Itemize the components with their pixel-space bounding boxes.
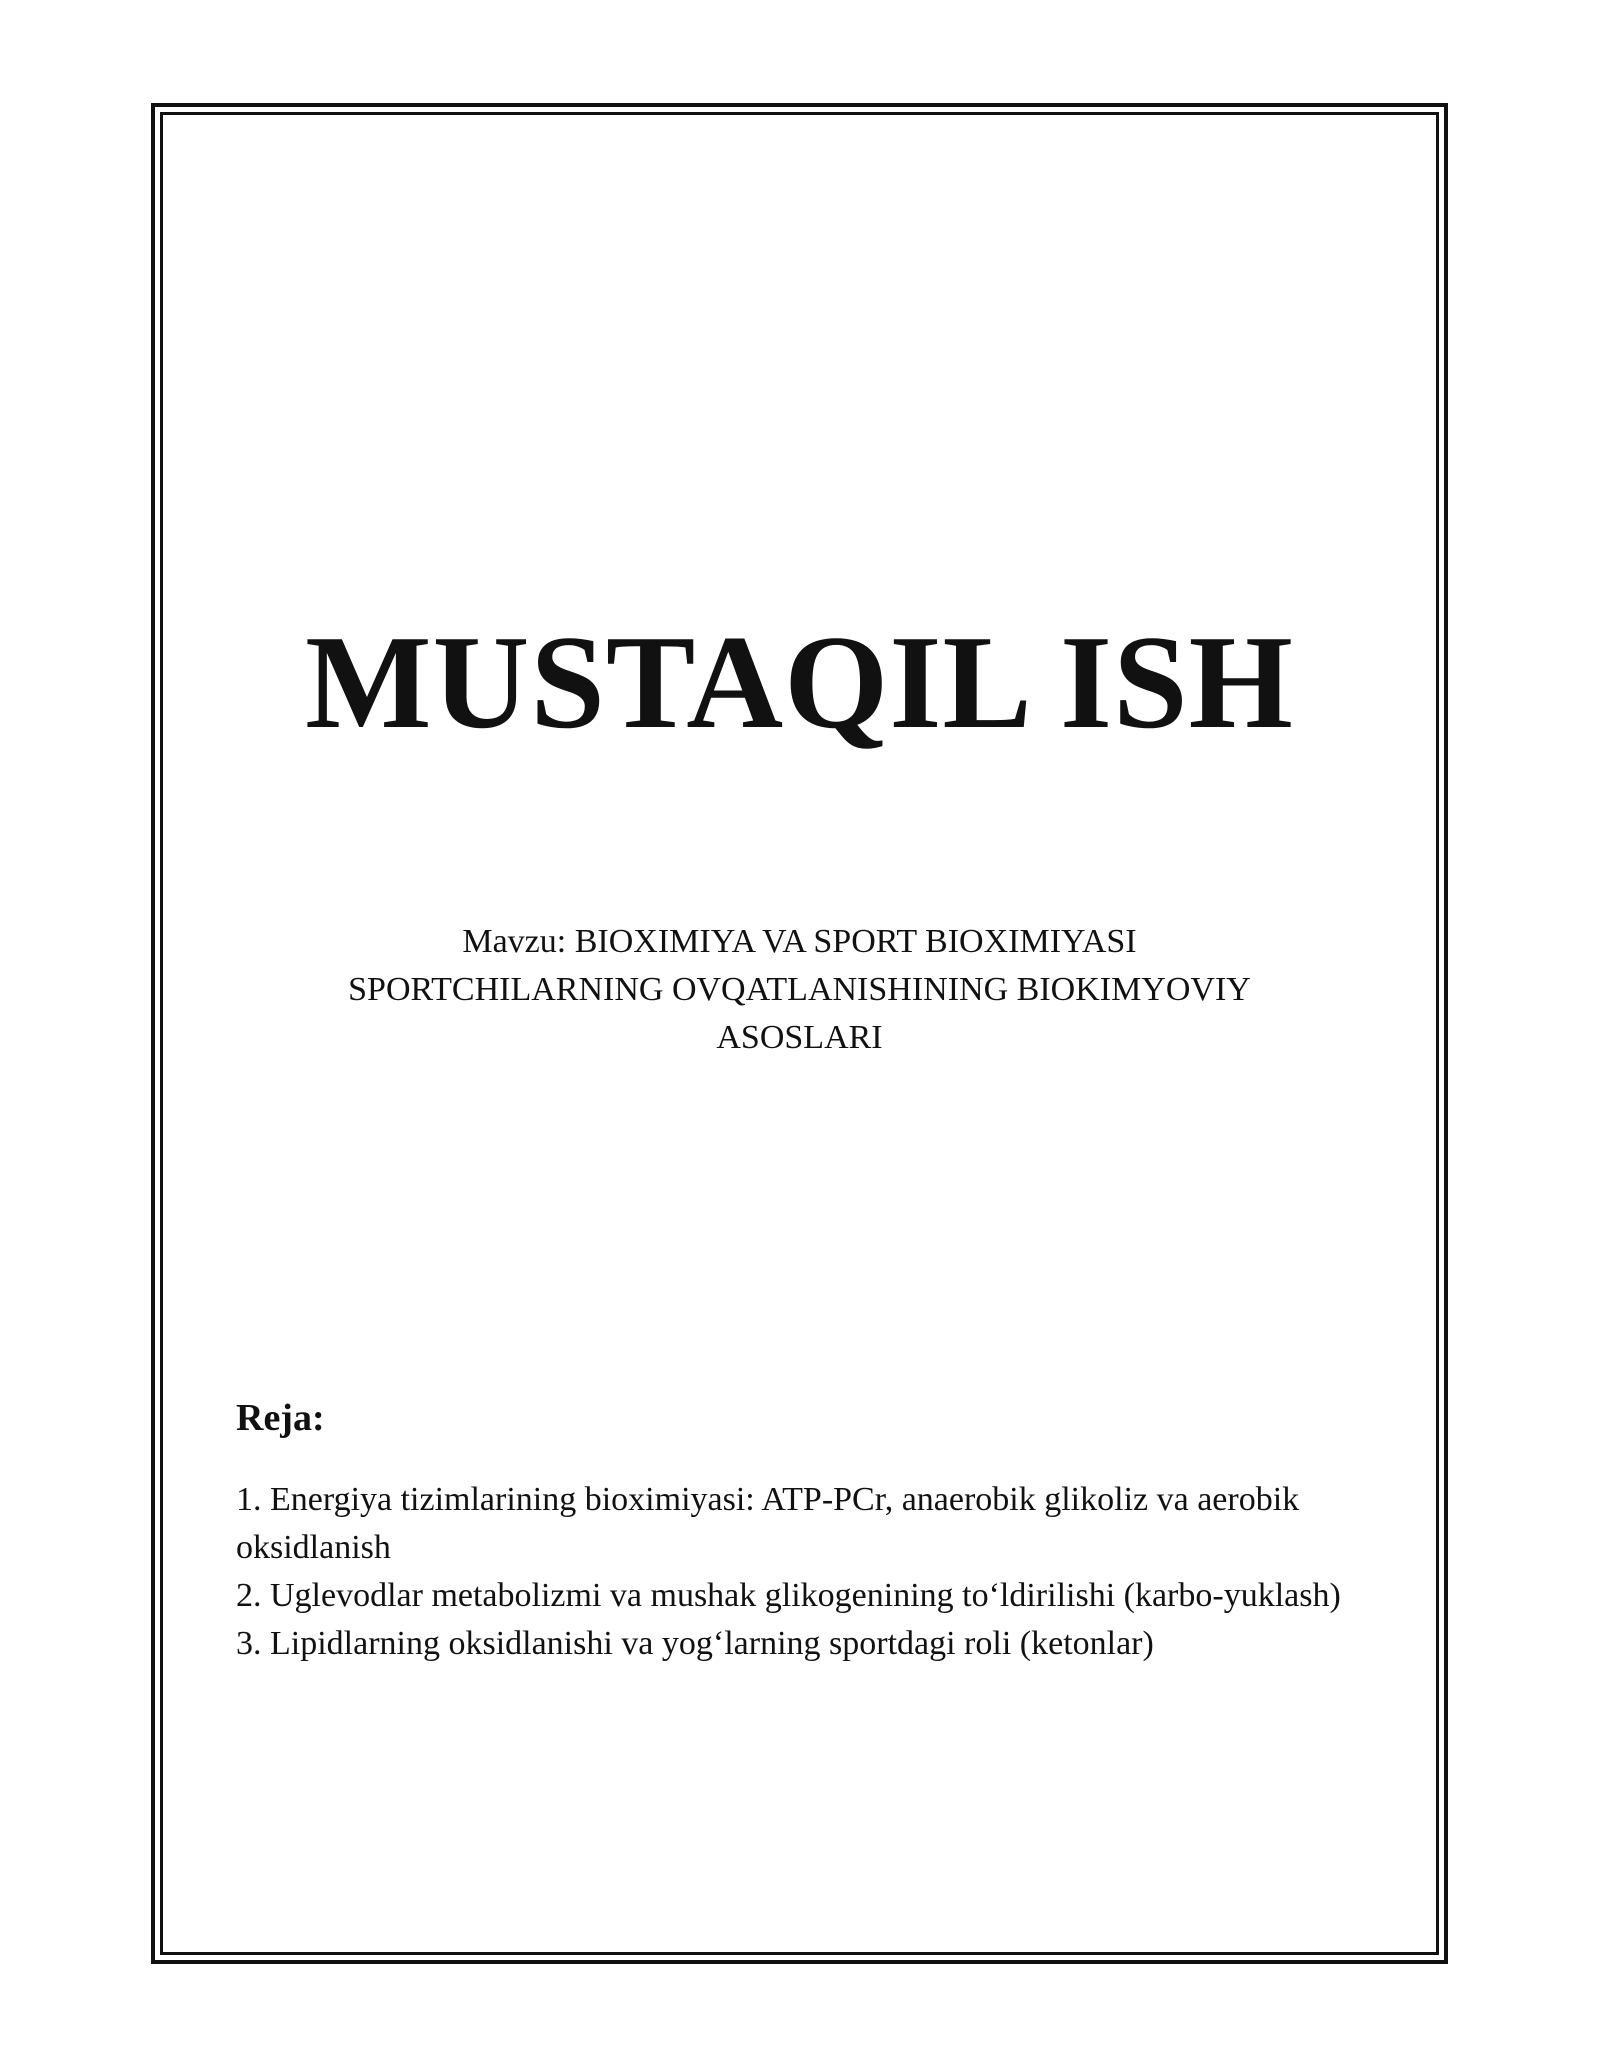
- plan-item: 2. Uglevodlar metabolizmi va mushak glikogenining to‘ldirilishi (karbo-yuklash): [236, 1577, 1341, 1614]
- topic-line: SPORTCHILARNING OVQATLANISHINING BIOKIMYOVIY: [348, 971, 1251, 1008]
- topic-block: [260, 918, 1339, 1062]
- document-title: MUSTAQIL ISH: [305, 608, 1294, 756]
- topic-line: ASOSLARI: [716, 1019, 883, 1056]
- topic-line: Mavzu: BIOXIMIYA VA SPORT BIOXIMIYASI: [462, 923, 1137, 960]
- plan-heading: Reja:: [236, 1397, 325, 1439]
- plan-item: 1. Energiya tizimlarining bioximiyasi: ATP-PCr, anaerobik glikoliz va aerobik oksidlanish: [236, 1481, 1300, 1566]
- plan-list: [236, 1476, 1346, 1668]
- plan-item: 3. Lipidlarning oksidlanishi va yog‘larning sportdagi roli (ketonlar): [236, 1625, 1154, 1662]
